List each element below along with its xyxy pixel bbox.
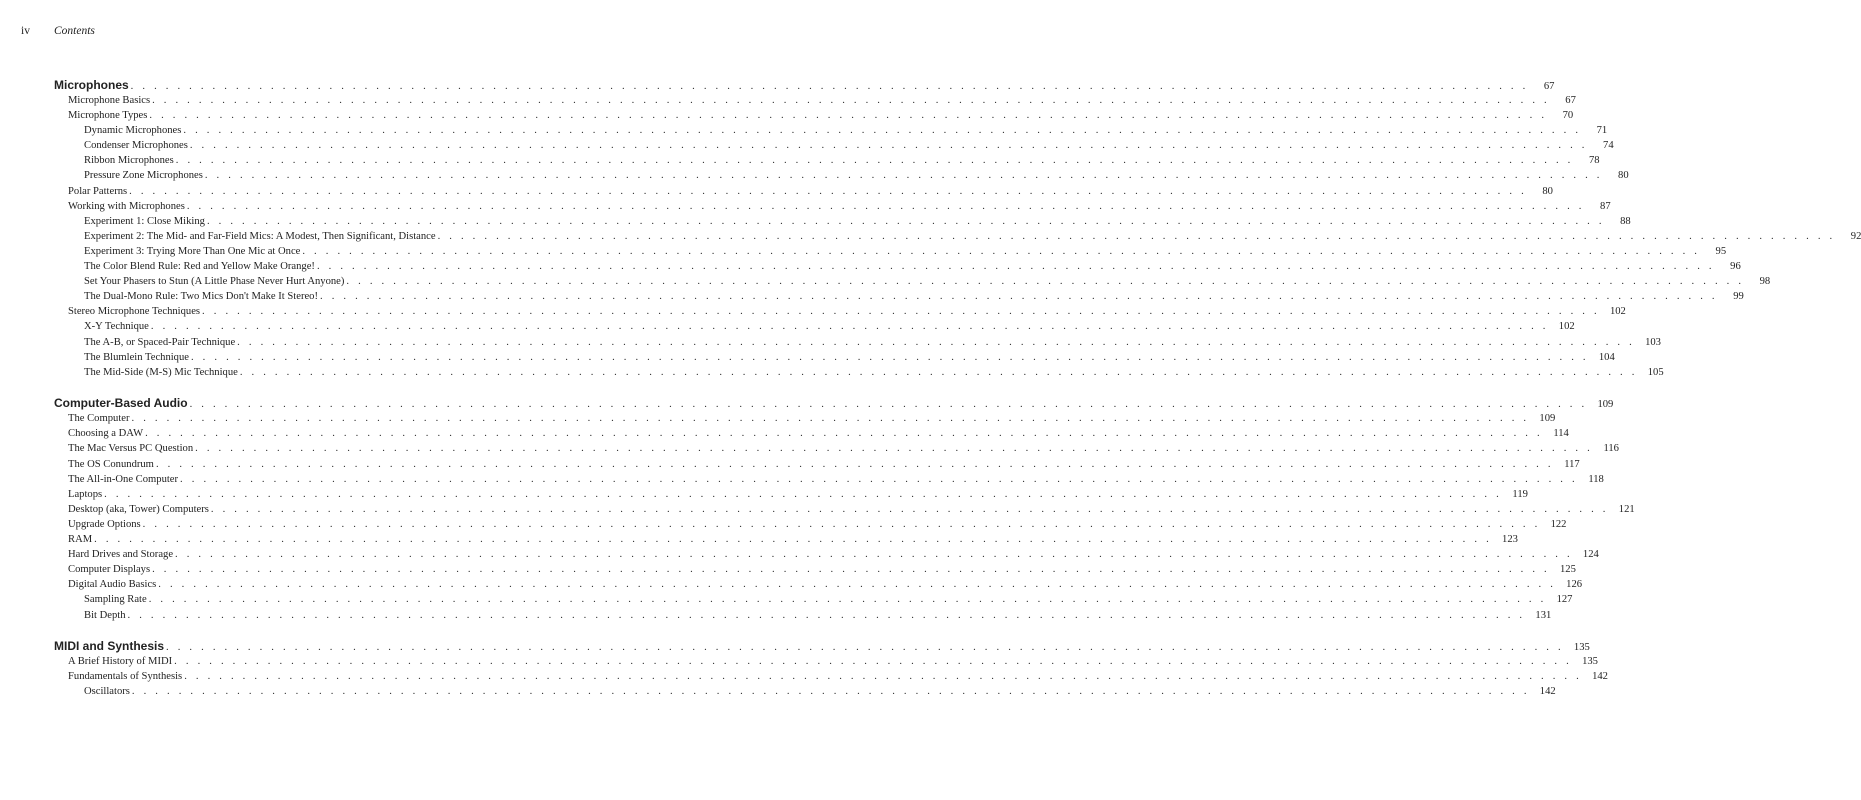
toc-entry[interactable] xyxy=(54,532,1518,547)
dot-leader: . . . . . . . . . . . . . . . . . . . . . . . . . . . . . . . . . . . . . . . . . . . . . . . . . . . . . . . . . . . . . . . . . . . . . . . . . . . . . . . . . . . . . . . . . . . . . . . . . . . . . . . . . . . . . . . . . . . . . . . . xyxy=(180,473,1578,485)
entry-title: Hard Drives and Storage xyxy=(68,549,174,561)
entry-title: The Mac Versus PC Question xyxy=(68,443,194,455)
entry-page-number: 92 xyxy=(1850,230,1861,242)
entry-title: Dynamic Microphones xyxy=(84,125,182,137)
dot-leader: . . . . . . . . . . . . . . . . . . . . . . . . . . . . . . . . . . . . . . . . . . . . . . . . . . . . . . . . . . . . . . . . . . . . . . . . . . . . . . . . . . . . . . . . . . . . . . . . . . . . . . . . . . . . . . . . . . . . . . . . xyxy=(131,413,1530,425)
page-number: iv xyxy=(21,25,30,37)
entry-title: Set Your Phasers to Stun (A Little Phase Never Hurt Anyone) xyxy=(84,276,345,288)
entry-page-number: 88 xyxy=(1620,215,1631,227)
toc-entry[interactable] xyxy=(54,472,1604,487)
dot-leader: . . . . . . . . . . . . . . . . . . . . . . . . . . . . . . . . . . . . . . . . . . . . . . . . . . . . . . . . . . . . . . . . . . . . . . . . . . . . . . . . . . . . . . . . . . . . . . . . . . . . . . . . . . . . . . . . . . . . . . . . xyxy=(239,366,1638,378)
dot-leader: . . . . . . . . . . . . . . . . . . . . . . . . . . . . . . . . . . . . . . . . . . . . . . . . . . . . . . . . . . . . . . . . . . . . . . . . . . . . . . . . . . . . . . . . . . . . . . . . . . . . . . . . . . . . . . . . . . . . . . . . xyxy=(202,306,1600,318)
entry-page-number: 125 xyxy=(1560,564,1576,576)
dot-leader: . . . . . . . . . . . . . . . . . . . . . . . . . . . . . . . . . . . . . . . . . . . . . . . . . . . . . . . . . . . . . . . . . . . . . . . . . . . . . . . . . . . . . . . . . . . . . . . . . . . . . . . . . . . . . . . . . . . . . . . . xyxy=(94,534,1492,546)
toc-entry[interactable] xyxy=(54,426,1569,441)
dot-leader: . . . . . . . . . . . . . . . . . . . . . . . . . . . . . . . . . . . . . . . . . . . . . . . . . . . . . . . . . . . . . . . . . . . . . . . . . . . . . . . . . . . . . . . . . . . . . . . . . . . . . . . . . . . . . . . . . . . . . . . . xyxy=(320,291,1718,303)
entry-page-number: 109 xyxy=(1539,413,1556,425)
toc-entry[interactable] xyxy=(54,654,1598,669)
entry-page-number: 118 xyxy=(1588,473,1604,485)
entry-title: Upgrade Options xyxy=(68,518,141,530)
dot-leader: . . . . . . . . . . . . . . . . . . . . . . . . . . . . . . . . . . . . . . . . . . . . . . . . . . . . . . . . . . . . . . . . . . . . . . . . . . . . . . . . . . . . . . . . . . . . . . . . . . . . . . . . . . . . . . . . . . . . . . . . xyxy=(346,276,1745,288)
toc-entry[interactable] xyxy=(54,274,1771,289)
entry-page-number: 67 xyxy=(1565,95,1576,106)
toc-entry[interactable] xyxy=(54,214,1631,229)
toc-entry[interactable] xyxy=(54,304,1626,319)
dot-leader: . . . . . . . . . . . . . . . . . . . . . . . . . . . . . . . . . . . . . . . . . . . . . . . . . . . . . . . . . . . . . . . . . . . . . . . . . . . . . . . . . . . . . . . . . . . . . . . . . . . . . . . . . . . . . . . . . . . . . . . . xyxy=(152,95,1550,106)
dot-leader: . . . . . . . . . . . . . . . . . . . . . . . . . . . . . . . . . . . . . . . . . . . . . . . . . . . . . . . . . . . . . . . . . . . . . . . . . . . . . . . . . . . . . . . . . . . . . . . . . . . . . . . . . . . . . . . . . . . . . . . . xyxy=(104,488,1502,500)
toc-entry[interactable] xyxy=(54,608,1552,623)
entry-title: The All-in-One Computer xyxy=(68,473,179,485)
entry-page-number: 142 xyxy=(1592,671,1608,683)
toc-entry[interactable] xyxy=(54,411,1556,426)
toc-entry[interactable] xyxy=(54,108,1574,123)
toc-entry[interactable] xyxy=(54,517,1567,532)
dot-leader: . . . . . . . . . . . . . . . . . . . . . . . . . . . . . . . . . . . . . . . . . . . . . . . . . . . . . . . . . . . . . . . . . . . . . . . . . . . . . . . . . . . . . . . . . . . . . . . . . . . . . . . . . . . . . . . . . . . . . . . . xyxy=(316,261,1715,273)
entry-page-number: 131 xyxy=(1535,609,1552,621)
entry-page-number: 124 xyxy=(1582,549,1599,561)
entry-title: Computer Displays xyxy=(68,564,151,576)
dot-leader: . . . . . . . . . . . . . . . . . . . . . . . . . . . . . . . . . . . . . . . . . . . . . . . . . . . . . . . . . . . . . . . . . . . . . . . . . . . . . . . . . . . . . . . . . . . . . . . . . . . . . . . . . . . . . . . . . . . . . . . . xyxy=(142,518,1541,530)
entry-title: A Brief History of MIDI xyxy=(68,656,173,668)
entry-title: Stereo Microphone Techniques xyxy=(68,306,201,318)
toc-entry[interactable] xyxy=(54,457,1580,472)
dot-leader: . . . . . . . . . . . . . . . . . . . . . . . . . . . . . . . . . . . . . . . . . . . . . . . . . . . . . . . . . . . . . . . . . . . . . . . . . . . . . . . . . . . . . . . . . . . . . . . . . . . . . . . . . . . . . . . . . . . . . . . . xyxy=(149,110,1548,122)
entry-page-number: 135 xyxy=(1582,656,1598,668)
entry-page-number: 80 xyxy=(1618,170,1629,182)
entry-page-number: 67 xyxy=(1543,81,1555,92)
entry-page-number: 103 xyxy=(1645,336,1661,348)
toc-section xyxy=(54,638,1608,699)
dot-leader: . . . . . . . . . . . . . . . . . . . . . . . . . . . . . . . . . . . . . . . . . . . . . . . . . . . . . . . . . . . . . . . . . . . . . . . . . . . . . . . . . . . . . . . . . . . . . . . . . . . . . . . . . . . . . . . . . . . . . . . . xyxy=(127,609,1526,621)
entry-title: Microphone Basics xyxy=(68,95,151,106)
entry-page-number: 116 xyxy=(1603,443,1619,455)
dot-leader: . . . . . . . . . . . . . . . . . . . . . . . . . . . . . . . . . . . . . . . . . . . . . . . . . . . . . . . . . . . . . . . . . . . . . . . . . . . . . . . . . . . . . . . . . . . . . . . . . . . . . . . . . . . . . . . . . . . . . . . . xyxy=(437,230,1836,242)
entry-page-number: 102 xyxy=(1609,306,1626,318)
entry-title: Digital Audio Basics xyxy=(68,579,157,591)
toc-entry[interactable] xyxy=(54,547,1599,562)
entry-page-number: 87 xyxy=(1600,200,1611,212)
entry-title: Sampling Rate xyxy=(84,594,147,606)
entry-title: Pressure Zone Microphones xyxy=(84,170,203,182)
toc-entry[interactable] xyxy=(54,592,1573,607)
toc-entry[interactable] xyxy=(54,577,1583,592)
entry-title: The Computer xyxy=(68,413,130,425)
dot-leader: . . . . . . . . . . . . . . . . . . . . . . . . . . . . . . . . . . . . . . . . . . . . . . . . . . . . . . . . . . . . . . . . . . . . . . . . . . . . . . . . . . . . . . . . . . . . . . . . . . . . . . . . . . . . . . . . . . . . . . . . xyxy=(166,642,1564,654)
toc-entry[interactable] xyxy=(54,93,1576,108)
chapter-heading[interactable] xyxy=(54,638,1590,654)
entry-page-number: 109 xyxy=(1597,399,1614,411)
entry-page-number: 96 xyxy=(1730,261,1741,273)
running-title: Contents xyxy=(54,25,95,37)
entry-title: Experiment 1: Close Miking xyxy=(84,215,205,227)
toc-entry[interactable] xyxy=(54,259,1741,274)
entry-title: Choosing a DAW xyxy=(68,428,144,440)
toc-entry[interactable] xyxy=(54,365,1664,380)
entry-title: Laptops xyxy=(68,488,103,500)
dot-leader: . . . . . . . . . . . . . . . . . . . . . . . . . . . . . . . . . . . . . . . . . . . . . . . . . . . . . . . . . . . . . . . . . . . . . . . . . . . . . . . . . . . . . . . . . . . . . . . . . . . . . . . . . . . . . . . . . . . . . . . . xyxy=(131,686,1530,698)
dot-leader: . . . . . . . . . . . . . . . . . . . . . . . . . . . . . . . . . . . . . . . . . . . . . . . . . . . . . . . . . . . . . . . . . . . . . . . . . . . . . . . . . . . . . . . . . . . . . . . . . . . . . . . . . . . . . . . . . . . . . . . . xyxy=(189,399,1588,411)
dot-leader: . . . . . . . . . . . . . . . . . . . . . . . . . . . . . . . . . . . . . . . . . . . . . . . . . . . . . . . . . . . . . . . . . . . . . . . . . . . . . . . . . . . . . . . . . . . . . . . . . . . . . . . . . . . . . . . . . . . . . . . . xyxy=(175,155,1574,167)
chapter-heading[interactable] xyxy=(54,395,1614,411)
dot-leader: . . . . . . . . . . . . . . . . . . . . . . . . . . . . . . . . . . . . . . . . . . . . . . . . . . . . . . . . . . . . . . . . . . . . . . . . . . . . . . . . . . . . . . . . . . . . . . . . . . . . . . . . . . . . . . . . . . . . . . . . xyxy=(302,245,1701,257)
entry-page-number: 121 xyxy=(1618,503,1635,515)
dot-leader: . . . . . . . . . . . . . . . . . . . . . . . . . . . . . . . . . . . . . . . . . . . . . . . . . . . . . . . . . . . . . . . . . . . . . . . . . . . . . . . . . . . . . . . . . . . . . . . . . . . . . . . . . . . . . . . . . . . . . . . . xyxy=(148,594,1547,606)
entry-page-number: 135 xyxy=(1573,642,1590,654)
entry-title: Ribbon Microphones xyxy=(84,155,174,167)
dot-leader: . . . . . . . . . . . . . . . . . . . . . . . . . . . . . . . . . . . . . . . . . . . . . . . . . . . . . . . . . . . . . . . . . . . . . . . . . . . . . . . . . . . . . . . . . . . . . . . . . . . . . . . . . . . . . . . . . . . . . . . . xyxy=(155,458,1554,470)
entry-title: RAM xyxy=(68,534,93,546)
dot-leader: . . . . . . . . . . . . . . . . . . . . . . . . . . . . . . . . . . . . . . . . . . . . . . . . . . . . . . . . . . . . . . . . . . . . . . . . . . . . . . . . . . . . . . . . . . . . . . . . . . . . . . . . . . . . . . . . . . . . . . . . xyxy=(184,671,1582,683)
dot-leader: . . . . . . . . . . . . . . . . . . . . . . . . . . . . . . . . . . . . . . . . . . . . . . . . . . . . . . . . . . . . . . . . . . . . . . . . . . . . . . . . . . . . . . . . . . . . . . . . . . . . . . . . . . . . . . . . . . . . . . . . xyxy=(175,549,1573,561)
entry-page-number: 78 xyxy=(1588,155,1600,167)
toc-entry[interactable] xyxy=(54,350,1615,365)
dot-leader: . . . . . . . . . . . . . . . . . . . . . . . . . . . . . . . . . . . . . . . . . . . . . . . . . . . . . . . . . . . . . . . . . . . . . . . . . . . . . . . . . . . . . . . . . . . . . . . . . . . . . . . . . . . . . . . . . . . . . . . . xyxy=(174,656,1572,668)
entry-page-number: 95 xyxy=(1715,245,1727,257)
entry-page-number: 71 xyxy=(1596,125,1608,137)
entry-page-number: 126 xyxy=(1566,579,1583,591)
dot-leader: . . . . . . . . . . . . . . . . . . . . . . . . . . . . . . . . . . . . . . . . . . . . . . . . . . . . . . . . . . . . . . . . . . . . . . . . . . . . . . . . . . . . . . . . . . . . . . . . . . . . . . . . . . . . . . . . . . . . . . . . xyxy=(183,125,1582,137)
entry-title: The Dual-Mono Rule: Two Mics Don't Make It Stereo! xyxy=(84,291,318,303)
toc-entry[interactable] xyxy=(54,441,1619,456)
entry-title: The OS Conundrum xyxy=(68,458,154,470)
toc-entry[interactable] xyxy=(54,153,1600,168)
dot-leader: . . . . . . . . . . . . . . . . . . . . . . . . . . . . . . . . . . . . . . . . . . . . . . . . . . . . . . . . . . . . . . . . . . . . . . . . . . . . . . . . . . . . . . . . . . . . . . . . . . . . . . . . . . . . . . . . . . . . . . . . xyxy=(210,503,1609,515)
entry-page-number: 105 xyxy=(1647,366,1664,378)
dot-leader: . . . . . . . . . . . . . . . . . . . . . . . . . . . . . . . . . . . . . . . . . . . . . . . . . . . . . . . . . . . . . . . . . . . . . . . . . . . . . . . . . . . . . . . . . . . . . . . . . . . . . . . . . . . . . . . . . . . . . . . . xyxy=(130,81,1529,92)
entry-page-number: 99 xyxy=(1733,291,1744,303)
entry-title: Microphone Types xyxy=(68,110,148,122)
toc-entry[interactable] xyxy=(54,669,1608,684)
dot-leader: . . . . . . . . . . . . . . . . . . . . . . . . . . . . . . . . . . . . . . . . . . . . . . . . . . . . . . . . . . . . . . . . . . . . . . . . . . . . . . . . . . . . . . . . . . . . . . . . . . . . . . . . . . . . . . . . . . . . . . . . xyxy=(189,140,1588,152)
entry-page-number: 117 xyxy=(1564,458,1580,470)
toc-section xyxy=(54,77,1861,380)
entry-page-number: 74 xyxy=(1603,140,1614,152)
toc-entry[interactable] xyxy=(54,229,1861,244)
dot-leader: . . . . . . . . . . . . . . . . . . . . . . . . . . . . . . . . . . . . . . . . . . . . . . . . . . . . . . . . . . . . . . . . . . . . . . . . . . . . . . . . . . . . . . . . . . . . . . . . . . . . . . . . . . . . . . . . . . . . . . . . xyxy=(190,351,1589,363)
toc-entry[interactable] xyxy=(54,123,1608,138)
entry-title: The Color Blend Rule: Red and Yellow Make Orange! xyxy=(84,261,315,273)
entry-page-number: 127 xyxy=(1556,594,1573,606)
entry-title: Microphones xyxy=(54,78,129,92)
dot-leader: . . . . . . . . . . . . . . . . . . . . . . . . . . . . . . . . . . . . . . . . . . . . . . . . . . . . . . . . . . . . . . . . . . . . . . . . . . . . . . . . . . . . . . . . . . . . . . . . . . . . . . . . . . . . . . . . . . . . . . . . xyxy=(145,428,1543,440)
dot-leader: . . . . . . . . . . . . . . . . . . . . . . . . . . . . . . . . . . . . . . . . . . . . . . . . . . . . . . . . . . . . . . . . . . . . . . . . . . . . . . . . . . . . . . . . . . . . . . . . . . . . . . . . . . . . . . . . . . . . . . . . xyxy=(150,321,1549,333)
dot-leader: . . . . . . . . . . . . . . . . . . . . . . . . . . . . . . . . . . . . . . . . . . . . . . . . . . . . . . . . . . . . . . . . . . . . . . . . . . . . . . . . . . . . . . . . . . . . . . . . . . . . . . . . . . . . . . . . . . . . . . . . xyxy=(237,336,1635,348)
dot-leader: . . . . . . . . . . . . . . . . . . . . . . . . . . . . . . . . . . . . . . . . . . . . . . . . . . . . . . . . . . . . . . . . . . . . . . . . . . . . . . . . . . . . . . . . . . . . . . . . . . . . . . . . . . . . . . . . . . . . . . . . xyxy=(158,579,1557,591)
entry-title: Oscillators xyxy=(84,686,130,698)
entry-title: Polar Patterns xyxy=(68,185,128,197)
entry-title: The A-B, or Spaced-Pair Technique xyxy=(84,336,236,348)
entry-page-number: 70 xyxy=(1562,110,1574,122)
toc-entry[interactable] xyxy=(54,335,1661,350)
entry-page-number: 104 xyxy=(1598,351,1615,363)
entry-title: Working with Microphones xyxy=(68,200,185,212)
entry-page-number: 102 xyxy=(1558,321,1575,333)
entry-title: Condenser Microphones xyxy=(84,140,188,152)
entry-page-number: 122 xyxy=(1550,518,1567,530)
toc-entry[interactable] xyxy=(54,319,1575,334)
toc-entry[interactable] xyxy=(54,199,1611,214)
entry-page-number: 114 xyxy=(1553,428,1569,440)
toc-section xyxy=(54,395,1635,622)
toc-entry[interactable] xyxy=(54,487,1528,502)
dot-leader: . . . . . . . . . . . . . . . . . . . . . . . . . . . . . . . . . . . . . . . . . . . . . . . . . . . . . . . . . . . . . . . . . . . . . . . . . . . . . . . . . . . . . . . . . . . . . . . . . . . . . . . . . . . . . . . . . . . . . . . . xyxy=(152,564,1550,576)
dot-leader: . . . . . . . . . . . . . . . . . . . . . . . . . . . . . . . . . . . . . . . . . . . . . . . . . . . . . . . . . . . . . . . . . . . . . . . . . . . . . . . . . . . . . . . . . . . . . . . . . . . . . . . . . . . . . . . . . . . . . . . . xyxy=(186,200,1585,212)
toc-entry[interactable] xyxy=(54,502,1635,517)
entry-title: The Mid-Side (M-S) Mic Technique xyxy=(84,366,238,378)
entry-title: Computer-Based Audio xyxy=(54,396,188,411)
toc-entry[interactable] xyxy=(54,244,1727,259)
dot-leader: . . . . . . . . . . . . . . . . . . . . . . . . . . . . . . . . . . . . . . . . . . . . . . . . . . . . . . . . . . . . . . . . . . . . . . . . . . . . . . . . . . . . . . . . . . . . . . . . . . . . . . . . . . . . . . . . . . . . . . . . xyxy=(129,185,1527,197)
entry-title: Desktop (aka, Tower) Computers xyxy=(68,503,209,515)
dot-leader: . . . . . . . . . . . . . . . . . . . . . . . . . . . . . . . . . . . . . . . . . . . . . . . . . . . . . . . . . . . . . . . . . . . . . . . . . . . . . . . . . . . . . . . . . . . . . . . . . . . . . . . . . . . . . . . . . . . . . . . . xyxy=(204,170,1603,182)
toc-entry[interactable] xyxy=(54,138,1614,153)
toc-entry[interactable] xyxy=(54,168,1629,183)
toc-entry[interactable] xyxy=(54,184,1553,199)
entry-page-number: 142 xyxy=(1539,686,1556,698)
entry-title: Fundamentals of Synthesis xyxy=(68,671,183,683)
entry-page-number: 119 xyxy=(1512,488,1528,500)
entry-title: Experiment 3: Trying More Than One Mic at Once xyxy=(84,245,301,257)
table-of-contents xyxy=(54,77,1861,715)
dot-leader: . . . . . . . . . . . . . . . . . . . . . . . . . . . . . . . . . . . . . . . . . . . . . . . . . . . . . . . . . . . . . . . . . . . . . . . . . . . . . . . . . . . . . . . . . . . . . . . . . . . . . . . . . . . . . . . . . . . . . . . . xyxy=(206,215,1605,227)
entry-title: Experiment 2: The Mid- and Far-Field Mics: A Modest, Then Significant, Distance xyxy=(84,230,436,242)
entry-title: MIDI and Synthesis xyxy=(54,639,165,654)
toc-entry[interactable] xyxy=(54,562,1576,577)
entry-page-number: 98 xyxy=(1759,276,1771,288)
dot-leader: . . . . . . . . . . . . . . . . . . . . . . . . . . . . . . . . . . . . . . . . . . . . . . . . . . . . . . . . . . . . . . . . . . . . . . . . . . . . . . . . . . . . . . . . . . . . . . . . . . . . . . . . . . . . . . . . . . . . . . . . xyxy=(195,443,1593,455)
entry-page-number: 123 xyxy=(1502,534,1518,546)
entry-title: The Blumlein Technique xyxy=(84,351,189,363)
toc-entry[interactable] xyxy=(54,684,1556,699)
entry-title: Bit Depth xyxy=(84,609,126,621)
chapter-heading[interactable] xyxy=(54,77,1555,93)
toc-entry[interactable] xyxy=(54,289,1744,304)
entry-page-number: 80 xyxy=(1542,185,1553,197)
entry-title: X-Y Technique xyxy=(84,321,149,333)
